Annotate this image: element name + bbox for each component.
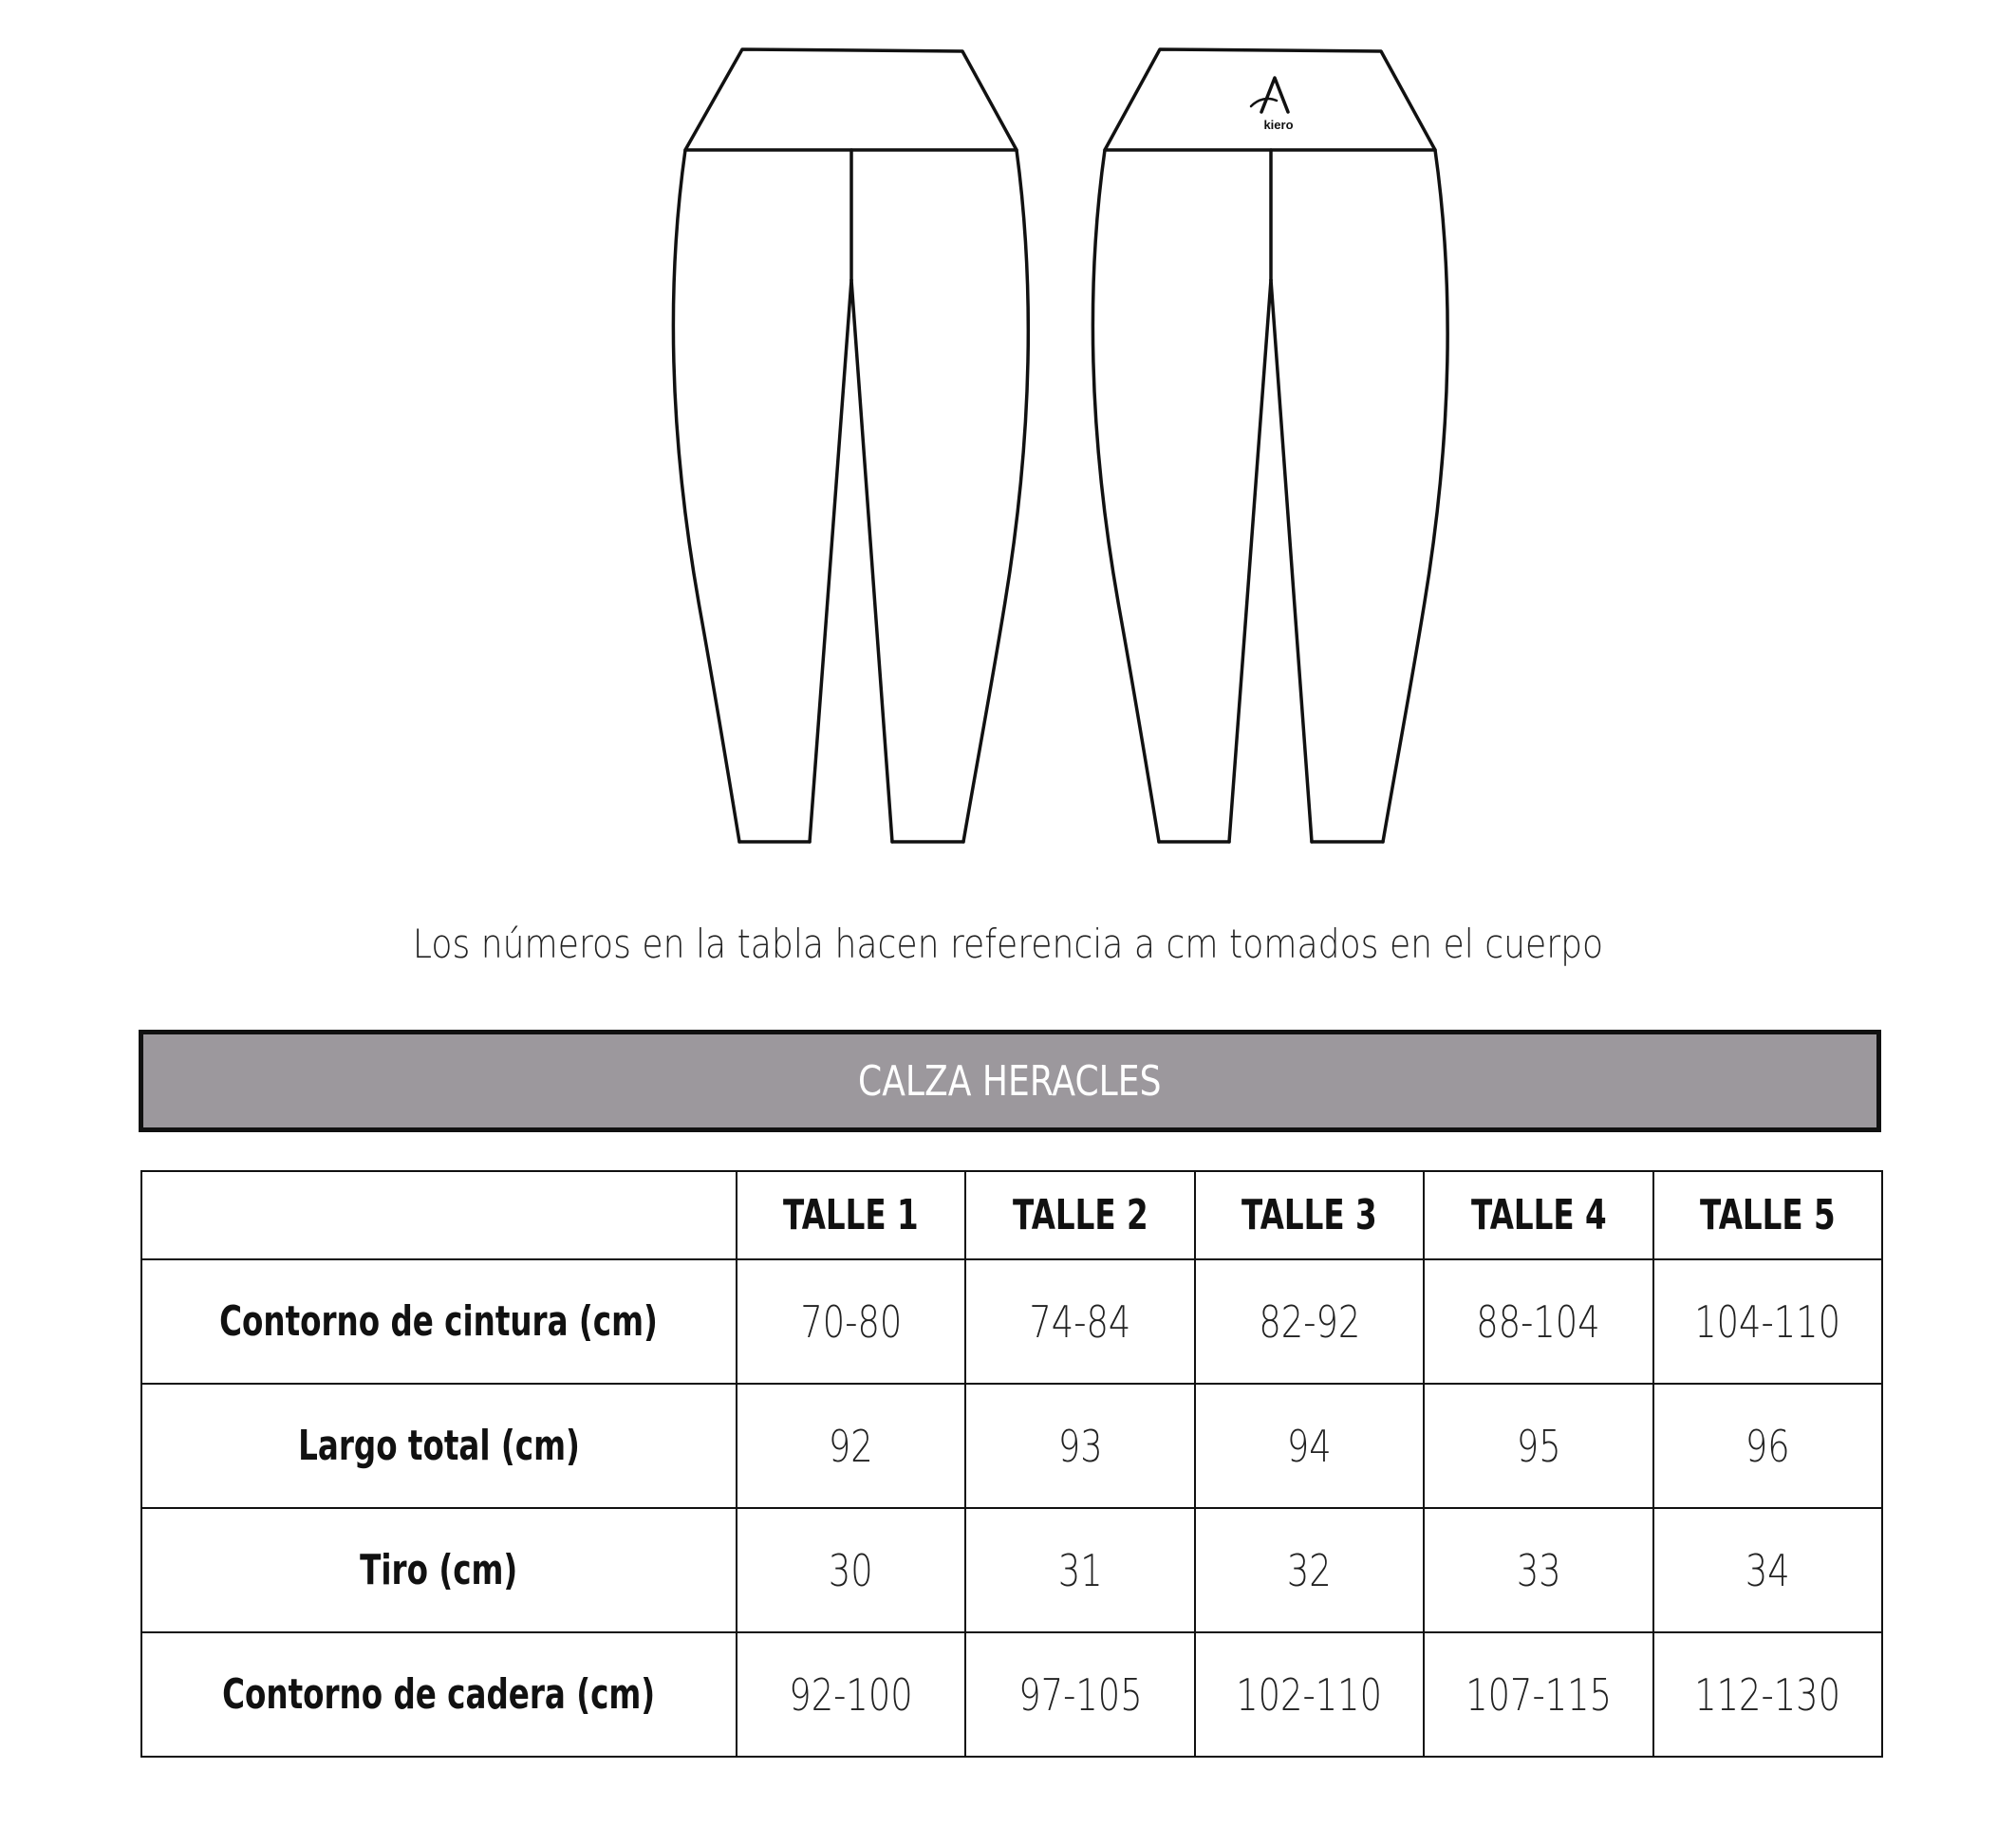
header-label: TALLE 5 [1699,1191,1836,1239]
value-cell [1653,1508,1882,1632]
cell-value: 92-100 [789,1668,913,1721]
cell-value: 93 [1057,1420,1103,1472]
value-cell [1424,1632,1652,1757]
cell-value: 102-110 [1236,1668,1383,1721]
header-cell [1195,1171,1424,1259]
cell-value: 107-115 [1465,1668,1612,1721]
value-cell [1424,1259,1652,1384]
leggings-illustration [0,0,2016,873]
value-cell [737,1508,965,1632]
value-cell [737,1259,965,1384]
cell-value: 82-92 [1259,1295,1360,1348]
table-row [141,1259,1882,1384]
row-label-cell [141,1384,737,1508]
header-label: TALLE 4 [1470,1191,1607,1239]
cell-value: 97-105 [1017,1668,1143,1721]
value-cell [1653,1384,1882,1508]
header-cell [737,1171,965,1259]
value-cell [1195,1384,1424,1508]
header-cell [1424,1171,1652,1259]
value-cell [965,1259,1194,1384]
row-label-cell [141,1259,737,1384]
row-label-cell [141,1632,737,1757]
cell-value: 88-104 [1476,1295,1601,1348]
cell-value: 104-110 [1694,1295,1841,1348]
value-cell [737,1632,965,1757]
header-label: TALLE 1 [783,1191,919,1239]
cell-value: 92 [829,1420,874,1472]
cell-value: 112-130 [1694,1668,1841,1721]
cell-value: 95 [1516,1420,1561,1472]
row-label: Largo total (cm) [298,1422,580,1470]
value-cell [965,1508,1194,1632]
row-label: Contorno de cadera (cm) [222,1670,656,1719]
table-note: Los números en la tabla hacen referencia a cm tomados en el cuerpo [412,921,1604,967]
cell-value: 70-80 [800,1295,903,1348]
value-cell [1653,1259,1882,1384]
header-cell-empty [141,1171,737,1259]
header-label: TALLE 3 [1241,1191,1377,1239]
cell-value: 34 [1745,1544,1790,1596]
logo-text: kiero [1263,118,1294,132]
table-row [141,1384,1882,1508]
value-cell [965,1384,1194,1508]
header-cell [1653,1171,1882,1259]
value-cell [1653,1632,1882,1757]
value-cell [1195,1508,1424,1632]
table-row [141,1632,1882,1757]
cell-value: 94 [1287,1420,1332,1472]
leggings-back-view [1092,49,1447,842]
cell-value: 74-84 [1029,1295,1131,1348]
value-cell [1424,1508,1652,1632]
row-label-cell [141,1508,737,1632]
table-header-row [141,1171,1882,1259]
row-label: Contorno de cintura (cm) [219,1297,659,1346]
value-cell [737,1384,965,1508]
cell-value: 32 [1287,1544,1332,1596]
cell-value: 30 [829,1544,874,1596]
value-cell [965,1632,1194,1757]
table-title: CALZA HERACLES [858,1056,1162,1106]
size-table [140,1170,1883,1758]
value-cell [1195,1632,1424,1757]
cell-value: 96 [1745,1420,1790,1472]
header-cell [965,1171,1194,1259]
value-cell [1195,1259,1424,1384]
leggings-front-view [673,49,1028,842]
kiero-logo [1251,78,1294,132]
row-label: Tiro (cm) [360,1546,518,1594]
table-title-bar [139,1030,1881,1132]
value-cell [1424,1384,1652,1508]
table-row [141,1508,1882,1632]
cell-value: 33 [1516,1544,1561,1596]
cell-value: 31 [1057,1544,1103,1596]
header-label: TALLE 2 [1012,1191,1148,1239]
